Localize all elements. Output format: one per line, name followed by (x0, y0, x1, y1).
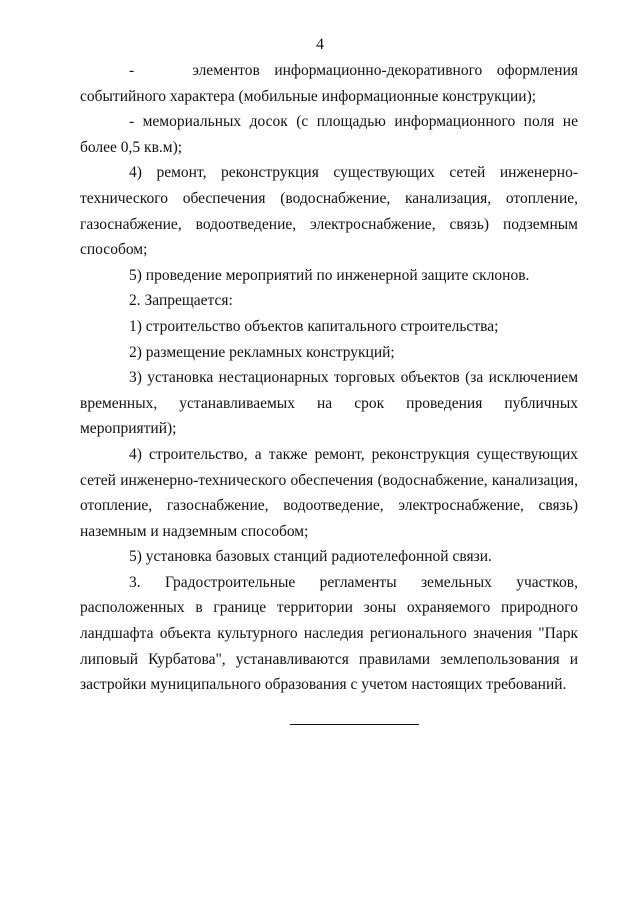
list-item-decorative-elements: - элементов информационно-декоративного оформления событийного характера (мобильные информационные конструкции); (80, 62, 578, 105)
section-heading-prohibited: 2. Запрещается: (129, 292, 233, 310)
list-item-slope-protection: 5) проведение мероприятий по инженерной защите склонов. (129, 266, 530, 284)
prohibited-item-trade-objects: 3) установка нестационарных торговых объектов (за исключением временных, устанавливаемых на срок проведения публичных мероприятий); (80, 369, 578, 438)
section-urban-regulations: 3. Градостроительные регламенты земельных участков, расположенных в границе территории зоны охраняемого природного ландшафта объекта культурного наследия регионального значения "Парк липовый Курбатова", устанавливаются правилами землепользования и застройки муниципального образования с учетом настоящих требований. (80, 573, 578, 694)
prohibited-item-radio-stations: 5) установка базовых станций радиотелефонной связи. (129, 548, 492, 566)
list-item-underground-networks: 4) ремонт, реконструкция существующих сетей инженерно-технического обеспечения (водоснабжение, канализация, отопление, газоснабжение, водоотведение, электроснабжение, связь) подземным способом; (80, 164, 578, 259)
list-item-memorial-plaques: - мемориальных досок (с площадью информационного поля не более 0,5 кв.м); (80, 113, 578, 156)
prohibited-item-advertising: 2) размещение рекламных конструкций; (129, 343, 395, 361)
document-body (80, 58, 578, 698)
end-separator-line (290, 724, 419, 725)
page-number: 4 (316, 36, 324, 53)
prohibited-item-overground-networks: 4) строительство, а также ремонт, реконструкция существующих сетей инженерно-технического обеспечения (водоснабжение, канализация, отопление, газоснабжение, водоотведение, электроснабжение, связь) наземным и надземным способом; (80, 445, 578, 540)
prohibited-item-capital-construction: 1) строительство объектов капитального строительства; (129, 317, 499, 335)
